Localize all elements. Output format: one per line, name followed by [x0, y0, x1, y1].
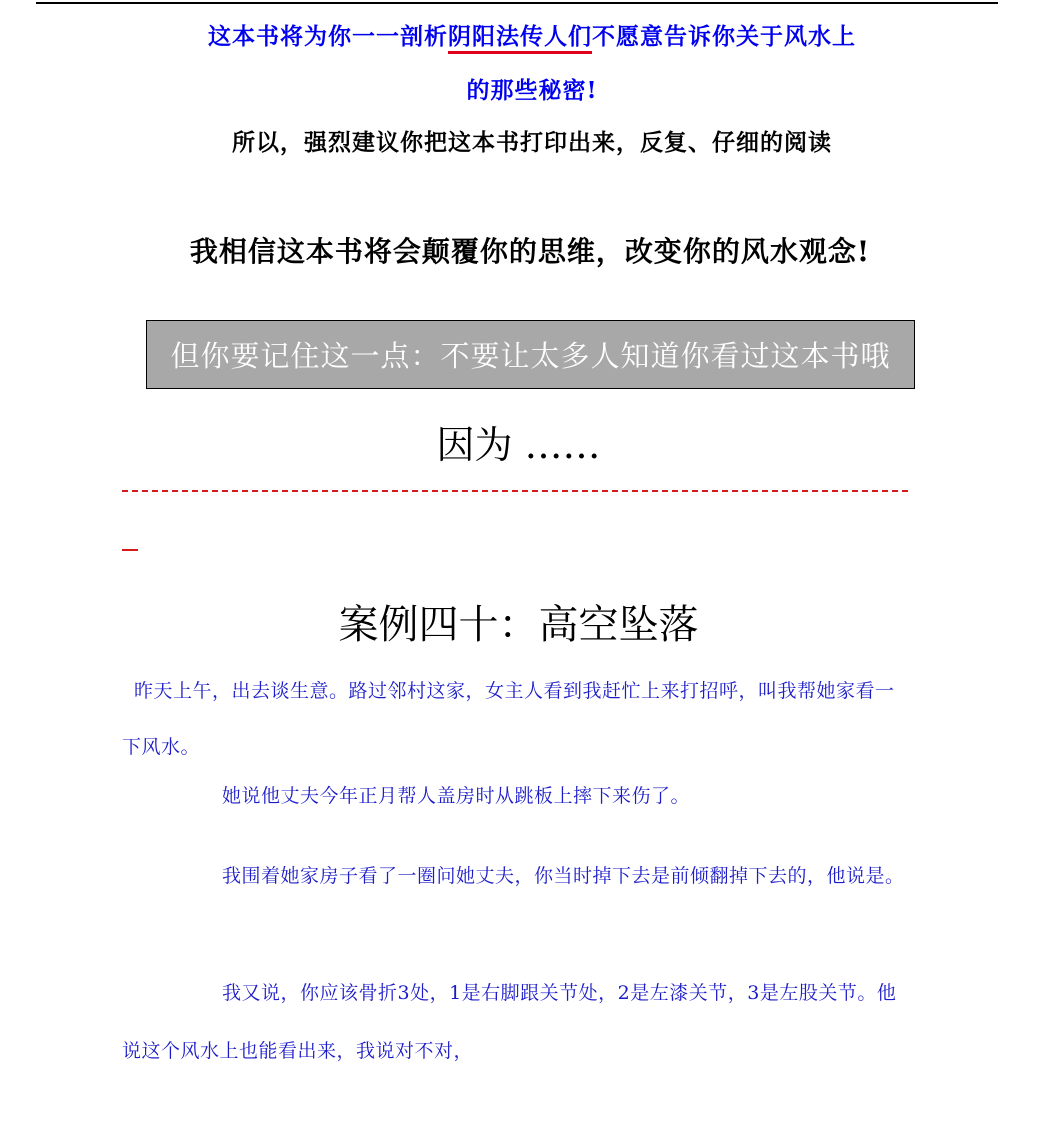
case-paragraph-3: 我围着她家房子看了一圈问她丈夫，你当时掉下去是前倾翻掉下去的，他说是。 — [222, 865, 905, 887]
intro-line-1-prefix: 这本书将为你一一剖析 — [208, 23, 448, 50]
red-dashed-divider — [122, 490, 908, 492]
red-divider-tail — [122, 549, 138, 551]
case-paragraph-1: 昨天上午，出去谈生意。路过邻村这家，女主人看到我赶忙上来打招呼，叫我帮她家看一下风水。 — [122, 680, 895, 758]
intro-highlight: 阴阳法传人们 — [448, 23, 592, 54]
intro-line-1 — [122, 18, 942, 51]
intro-line-1-suffix: 不愿意告诉你关于风水上 — [592, 23, 856, 50]
case-title: 案例四十：高空坠落 — [338, 602, 699, 648]
notice-box: 但你要记住这一点：不要让太多人知道你看过这本书哦 — [146, 320, 915, 389]
top-rule — [36, 2, 998, 4]
case-paragraph-2: 她说他丈夫今年正月帮人盖房时从跳板上摔下来伤了。 — [222, 785, 691, 807]
intro-line-3: 所以，强烈建议你把这本书打印出来，反复、仔细的阅读 — [232, 129, 832, 156]
intro-line-2: 的那些秘密! — [466, 77, 598, 104]
case-paragraph-4: 我又说，你应该骨折3处，1是右脚跟关节处，2是左漆关节，3是左股关节。他说这个风水上也能看出来，我说对不对， — [122, 982, 897, 1062]
because-heading: 因为 …… — [436, 423, 601, 467]
intro-line-4: 我相信这本书将会颠覆你的思维，改变你的风水观念! — [189, 235, 871, 268]
